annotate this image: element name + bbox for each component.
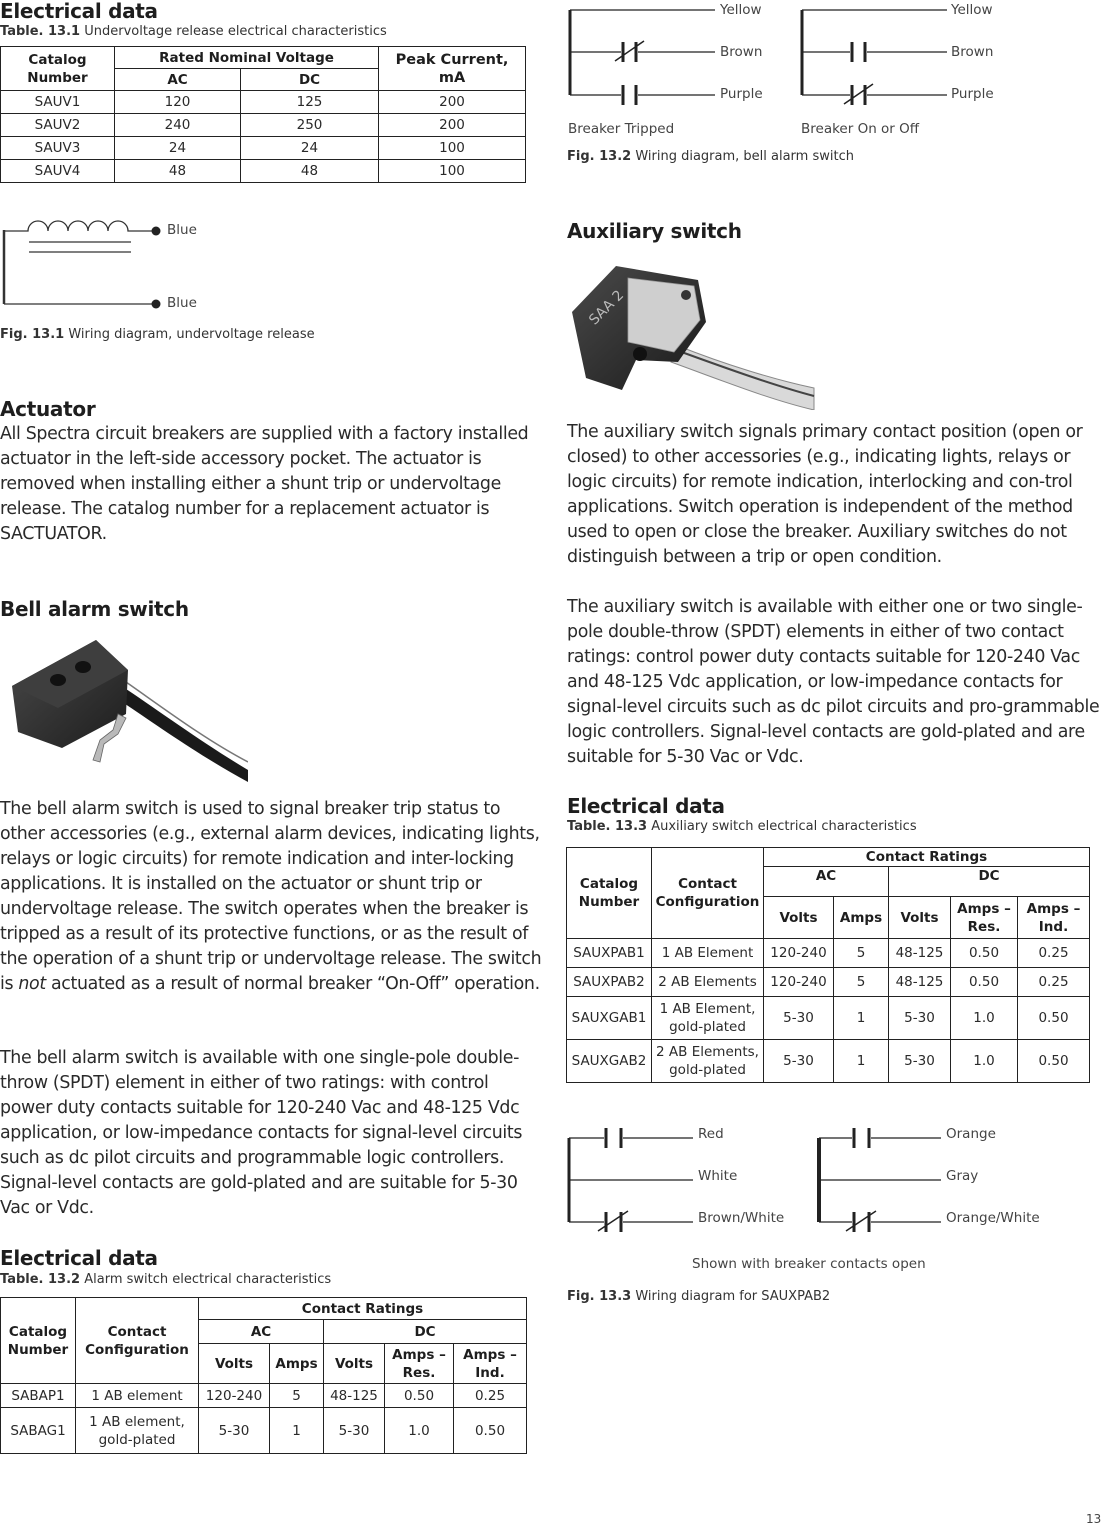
diagram-note: Shown with breaker contacts open — [692, 1256, 926, 1272]
cell-ac: 48 — [115, 160, 241, 183]
fig-13-2-caption — [567, 149, 854, 164]
cell-catalog: SAUV2 — [1, 114, 115, 137]
section-heading-uvr-electrical-data: Electrical data — [0, 0, 158, 23]
bell-alarm-paragraph-2: The bell alarm switch is available with one single-pole double-throw (SPDT) element in either of two ratings: with control power duty contacts suitable for 120-240 Vac and 48-125 Vdc application, or low-impedance contacts for signal-level circuits such as dc pilot circuits and programmable logic controllers. Signal-level contacts are gold-plated and are suitable for 5-30 Vac or Vdc. — [0, 1048, 523, 1218]
cell-dc-volts: 48-125 — [889, 968, 951, 997]
table-row — [567, 968, 1090, 997]
cell-peak: 100 — [379, 160, 526, 183]
wire-label-white: White — [698, 1168, 738, 1184]
terminal-dot-icon — [152, 227, 161, 236]
table-row — [1, 1384, 527, 1408]
header-ac-volts: Volts — [199, 1344, 270, 1384]
header-dc: DC — [324, 1320, 527, 1344]
caption-label: Fig. 13.2 — [567, 149, 632, 164]
cell-dc-ind: 0.50 — [1018, 997, 1090, 1040]
header-dc: DC — [889, 867, 1090, 897]
cell-dc: 250 — [241, 114, 379, 137]
header-contact-ratings: Contact Ratings — [199, 1298, 527, 1320]
cell-config: 2 AB Elements, gold-plated — [652, 1040, 764, 1083]
bell-diagram-breaker-on-off — [792, 0, 952, 110]
screw-icon — [633, 347, 647, 361]
header-rated-nominal-voltage: Rated Nominal Voltage — [115, 47, 379, 69]
wire-label-gray: Gray — [946, 1168, 979, 1184]
cell-ac: 24 — [115, 137, 241, 160]
header-ac-amps: Amps — [270, 1344, 324, 1384]
cell-config: 1 AB Element — [652, 939, 764, 968]
header-dc-amps-res: Amps – Res. — [951, 897, 1018, 939]
cell-dc-volts: 5-30 — [889, 997, 951, 1040]
header-dc-volts: Volts — [324, 1344, 385, 1384]
terminal-dot-icon — [152, 300, 161, 309]
wire-cable — [116, 685, 248, 782]
wire-label-orange: Orange — [946, 1126, 996, 1142]
header-catalog-number: Catalog Number — [1, 47, 115, 91]
table-row — [1, 1408, 527, 1454]
header-dc-amps-ind: Amps – Ind. — [454, 1344, 527, 1384]
cell-ac-amps: 1 — [834, 997, 889, 1040]
cell-dc-res: 1.0 — [951, 1040, 1018, 1083]
header-contact-configuration: Contact Configuration — [652, 848, 764, 939]
cell-ac-amps: 5 — [834, 939, 889, 968]
section-heading-aux-electrical-data: Electrical data — [567, 794, 725, 818]
auxiliary-paragraph-1: The auxiliary switch signals primary contact position (open or closed) to other accessories (e.g., indicating lights, relays or logic circuits) for remote indication, interlocking and con-trol applications. Switch operation is independent of the method used to open or close the breaker. Auxiliary switches do not distinguish between a trip or open condition. — [567, 422, 1083, 567]
caption-label: Table. 13.2 — [0, 1272, 81, 1287]
header-ac-amps: Amps — [834, 897, 889, 939]
text-run: actuated as a result of normal breaker “On-Off” operation. — [45, 974, 540, 994]
header-catalog-number: Catalog Number — [1, 1298, 76, 1384]
caption-text: Wiring diagram, bell alarm switch — [631, 149, 854, 164]
table-undervoltage-release — [0, 46, 526, 183]
diagram-title-breaker-tripped: Breaker Tripped — [568, 121, 675, 137]
cell-dc-res: 0.50 — [951, 968, 1018, 997]
cell-catalog: SAUV3 — [1, 137, 115, 160]
cell-dc: 48 — [241, 160, 379, 183]
diagram-title-breaker-on-off: Breaker On or Off — [801, 121, 920, 137]
cell-catalog: SAUXGAB2 — [567, 1040, 652, 1083]
aux-diagram-left — [560, 1120, 700, 1232]
cell-config: 1 AB Element, gold-plated — [652, 997, 764, 1040]
caption-label: Fig. 13.1 — [0, 327, 65, 342]
header-dc: DC — [241, 69, 379, 91]
bell-alarm-paragraph-1 — [0, 797, 545, 997]
table-row — [1, 91, 526, 114]
caption-text: Alarm switch electrical characteristics — [80, 1272, 332, 1287]
section-heading-bell-alarm: Bell alarm switch — [0, 597, 189, 621]
cell-ac-amps: 1 — [270, 1408, 324, 1454]
table-row — [1, 114, 526, 137]
cell-ac-volts: 120-240 — [764, 968, 834, 997]
table-13-1-caption — [0, 24, 387, 39]
table-13-2-caption — [0, 1272, 331, 1287]
bell-diagram-breaker-tripped — [560, 0, 720, 110]
wire-bundle — [671, 345, 814, 410]
wire-label-brown: Brown — [720, 44, 763, 60]
table-row — [1, 137, 526, 160]
table-auxiliary-switch — [566, 847, 1090, 1083]
cell-catalog: SAUV1 — [1, 91, 115, 114]
cell-ac-volts: 5-30 — [764, 997, 834, 1040]
table-row — [1, 160, 526, 183]
cell-config: 1 AB element, gold-plated — [76, 1408, 199, 1454]
cell-ac-volts: 5-30 — [764, 1040, 834, 1083]
cell-ac-volts: 120-240 — [199, 1384, 270, 1408]
page-number: 13 — [1086, 1512, 1101, 1526]
header-catalog-number: Catalog Number — [567, 848, 652, 939]
fig-13-1-caption — [0, 327, 315, 342]
wire-label-yellow: Yellow — [720, 2, 762, 18]
cell-dc-res: 1.0 — [385, 1408, 454, 1454]
header-ac-volts: Volts — [764, 897, 834, 939]
wire-label-purple: Purple — [720, 86, 763, 102]
cell-ac-volts: 5-30 — [199, 1408, 270, 1454]
cell-peak: 200 — [379, 114, 526, 137]
header-contact-ratings: Contact Ratings — [764, 848, 1090, 867]
wire-label-purple: Purple — [951, 86, 994, 102]
cell-dc-res: 0.50 — [951, 939, 1018, 968]
caption-label: Fig. 13.3 — [567, 1289, 632, 1304]
coil-icon — [4, 221, 155, 231]
caption-label: Table. 13.3 — [567, 819, 648, 834]
section-heading-alarm-electrical-data: Electrical data — [0, 1246, 158, 1270]
header-contact-configuration: Contact Configuration — [76, 1298, 199, 1384]
header-ac: AC — [764, 867, 889, 897]
bell-alarm-switch-photo — [8, 630, 248, 782]
cell-config: 2 AB Elements — [652, 968, 764, 997]
cell-ac: 240 — [115, 114, 241, 137]
emphasis-not: not — [18, 974, 46, 994]
cell-config: 1 AB element — [76, 1384, 199, 1408]
text-run: The bell alarm switch is used to signal breaker trip status to other accessories (e.g., external alarm devices, indicating lights, relays or logic circuits) for remote indication and inter-locking applications. It is installed on the actuator or shunt trip or undervoltage release. The switch operates when the breaker is tripped as a result of its protective functions, or as the result of the operation of a shunt trip or undervoltage release. The switch is — [0, 799, 542, 994]
table-row — [567, 1040, 1090, 1083]
caption-text: Undervoltage release electrical characteristics — [80, 24, 387, 39]
caption-label: Table. 13.1 — [0, 24, 81, 39]
cell-ac: 120 — [115, 91, 241, 114]
cell-peak: 200 — [379, 91, 526, 114]
header-dc-amps-res: Amps – Res. — [385, 1344, 454, 1384]
header-ac: AC — [199, 1320, 324, 1344]
wire-label-red: Red — [698, 1126, 724, 1142]
wire-label-brown: Brown — [951, 44, 994, 60]
cell-ac-volts: 120-240 — [764, 939, 834, 968]
cell-dc-volts: 5-30 — [889, 1040, 951, 1083]
cell-dc-res: 0.50 — [385, 1384, 454, 1408]
wire-label-blue-top: Blue — [167, 222, 197, 238]
cell-dc-ind: 0.50 — [454, 1408, 527, 1454]
cell-catalog: SABAP1 — [1, 1384, 76, 1408]
header-dc-volts: Volts — [889, 897, 951, 939]
section-heading-auxiliary-switch: Auxiliary switch — [567, 219, 742, 243]
cell-dc-ind: 0.50 — [1018, 1040, 1090, 1083]
svg-text:SAA 2: SAA 2 — [586, 287, 628, 329]
cell-ac-amps: 1 — [834, 1040, 889, 1083]
wire-label-yellow: Yellow — [951, 2, 993, 18]
table-13-3-caption — [567, 819, 917, 834]
cell-dc-volts: 48-125 — [324, 1384, 385, 1408]
header-peak-current: Peak Current, mA — [379, 47, 526, 91]
cell-catalog: SAUXGAB1 — [567, 997, 652, 1040]
cell-ac-amps: 5 — [270, 1384, 324, 1408]
cell-dc-ind: 0.25 — [454, 1384, 527, 1408]
cell-ac-amps: 5 — [834, 968, 889, 997]
uvr-wiring-diagram — [0, 215, 170, 315]
actuator-paragraph: All Spectra circuit breakers are supplied with a factory installed actuator in the left-side accessory pocket. The actuator is removed when installing either a shunt trip or undervoltage release. The catalog number for a replacement actuator is SACTUATOR. — [0, 424, 529, 544]
header-dc-amps-ind: Amps – Ind. — [1018, 897, 1090, 939]
wire-label-orange-white: Orange/White — [946, 1210, 1040, 1226]
cell-dc-volts: 48-125 — [889, 939, 951, 968]
aux-diagram-right — [808, 1120, 948, 1232]
cell-dc-volts: 5-30 — [324, 1408, 385, 1454]
table-row — [567, 939, 1090, 968]
table-row — [567, 997, 1090, 1040]
cell-dc-ind: 0.25 — [1018, 968, 1090, 997]
wire-label-brown-white: Brown/White — [698, 1210, 785, 1226]
table-alarm-switch — [0, 1297, 527, 1454]
cell-dc-ind: 0.25 — [1018, 939, 1090, 968]
cell-catalog: SAUV4 — [1, 160, 115, 183]
cell-peak: 100 — [379, 137, 526, 160]
caption-text: Wiring diagram, undervoltage release — [64, 327, 315, 342]
header-ac: AC — [115, 69, 241, 91]
section-heading-actuator: Actuator — [0, 397, 96, 421]
caption-text: Wiring diagram for SAUXPAB2 — [631, 1289, 831, 1304]
caption-text: Auxiliary switch electrical characteristics — [647, 819, 917, 834]
fig-13-3-caption — [567, 1289, 830, 1304]
auxiliary-paragraph-2: The auxiliary switch is available with either one or two single-pole double-throw (SPDT) elements in either of two contact ratings: control power duty contacts suitable for 120-240 Vac and 48-125 Vdc application, or low-impedance contacts for signal-level circuits such as dc pilot circuits and pro-grammable logic controllers. Signal-level contacts are gold-plated and are suitable for 5-30 Vac or Vdc. — [567, 597, 1100, 767]
auxiliary-switch-photo — [566, 250, 816, 410]
cell-catalog: SAUXPAB1 — [567, 939, 652, 968]
cell-catalog: SABAG1 — [1, 1408, 76, 1454]
cell-dc-res: 1.0 — [951, 997, 1018, 1040]
cell-catalog: SAUXPAB2 — [567, 968, 652, 997]
cell-dc: 125 — [241, 91, 379, 114]
cell-dc: 24 — [241, 137, 379, 160]
wire-label-blue-bottom: Blue — [167, 295, 197, 311]
